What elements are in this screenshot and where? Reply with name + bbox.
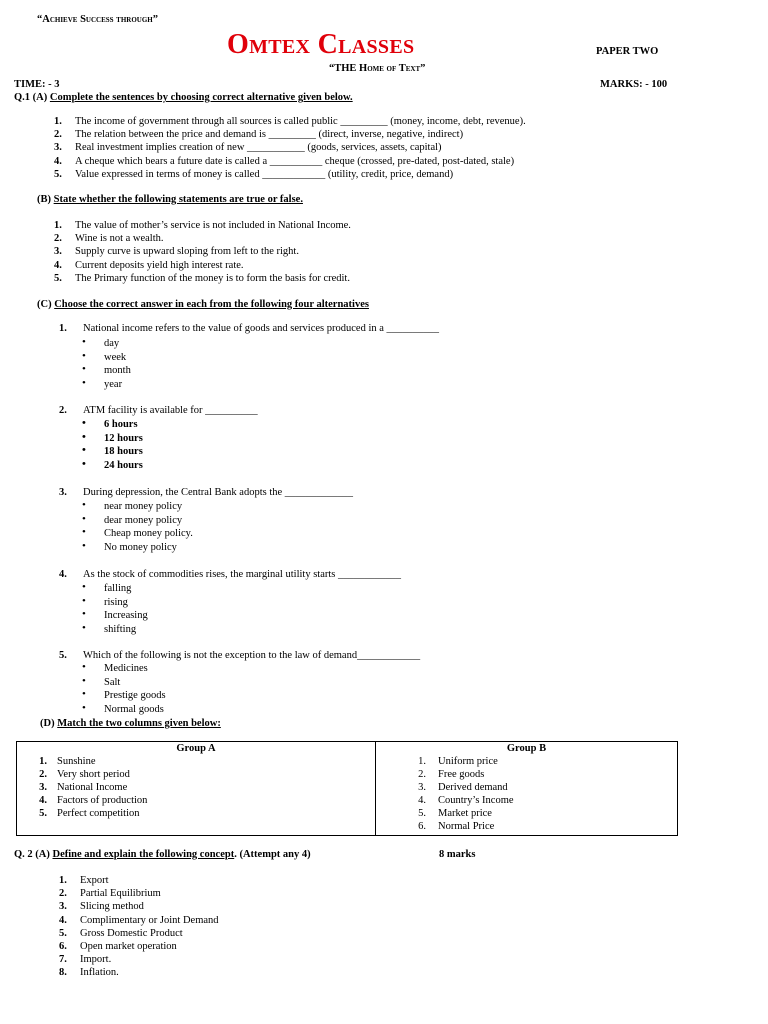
q1c-instruction: Choose the correct answer in each from the following four alternatives: [54, 299, 369, 310]
q1b-label: (B): [37, 194, 51, 205]
q2a-list: [59, 874, 459, 980]
table-row: 3. National Income: [39, 782, 128, 794]
table-row: 5. Perfect competition: [39, 808, 140, 820]
time-label: TIME: - 3: [14, 79, 60, 90]
group-b-header: Group B: [376, 742, 678, 756]
table-row: 1. Sunshine: [39, 756, 96, 768]
q1b-list: [54, 219, 694, 285]
list-item: 5. Gross Domestic Product: [59, 927, 183, 939]
list-item: 4. A cheque which bears a future date is called a __________ cheque (crossed, pre-dated, post-dated, stale): [54, 155, 515, 167]
table-row: 2. Free goods: [418, 769, 485, 781]
q1a-heading: [14, 91, 353, 104]
group-a-column: [17, 755, 376, 836]
list-item: 5. The Primary function of the money is to form the basis for credit.: [54, 272, 350, 284]
q2a-label: Q. 2 (A): [14, 849, 50, 860]
mcq-question: 3. During depression, the Central Bank adopts the _____________: [59, 487, 354, 498]
q2a-suffix: . (Attempt any 4): [234, 849, 311, 860]
list-item: 2. Wine is not a wealth.: [54, 233, 164, 245]
table-row: 6. Normal Price: [418, 821, 495, 833]
q2a-heading: [14, 848, 311, 861]
table-row: 2. Very short period: [39, 769, 130, 781]
q1c-label: (C): [37, 299, 52, 310]
q1a-list: [54, 115, 694, 181]
header-subtitle: “THE Home of Text”: [329, 63, 426, 74]
q2a-instruction: Define and explain the following concept: [52, 849, 235, 860]
match-table: [16, 741, 678, 836]
list-item: 2. Partial Equilibrium: [59, 888, 161, 900]
table-row: 4. Factors of production: [39, 795, 148, 807]
group-a-header: Group A: [176, 743, 216, 754]
list-item: 4. Current deposits yield high interest rate.: [54, 259, 244, 271]
q1a-label: Q.1 (A): [14, 92, 48, 103]
list-item: 3. Supply curve is upward sloping from left to the right.: [54, 246, 299, 258]
table-row: 3. Derived demand: [418, 782, 508, 794]
group-b-column: [376, 755, 678, 836]
list-item: 3. Real investment implies creation of new ___________ (goods, services, assets, capital): [54, 142, 442, 154]
q1a-instruction: Complete the sentences by choosing correct alternative given below.: [49, 92, 353, 103]
list-item: 8. Inflation.: [59, 967, 119, 979]
mcq-question: 4. As the stock of commodities rises, the marginal utility starts ____________: [59, 569, 401, 580]
q2a-marks: 8 marks: [439, 849, 476, 860]
q1d-instruction: Match the two columns given below:: [57, 718, 221, 729]
list-item: 1. Export: [59, 875, 109, 886]
mcq-question: 1. National income refers to the value of goods and services produced in a __________: [59, 323, 440, 334]
mcq-question: 2. ATM facility is available for __________: [59, 405, 258, 416]
table-row: 1. Uniform price: [418, 756, 498, 768]
list-item: 1. The value of mother’s service is not included in National Income.: [54, 220, 351, 231]
q1d-label: (D): [40, 718, 55, 729]
list-item: 6. Open market operation: [59, 940, 177, 952]
list-item: 2. The relation between the price and demand is _________ (direct, inverse, negative, indirect): [54, 129, 464, 141]
list-item: 1. The income of government through all sources is called public _________ (money, income, debt, revenue).: [54, 116, 526, 127]
header-tagline: “Achieve Success through”: [37, 14, 158, 25]
table-row: 4. Country’s Income: [418, 795, 514, 807]
q1b-instruction: State whether the following statements are true or false.: [53, 194, 303, 205]
q1d-heading: [40, 717, 221, 730]
q1b-heading: [37, 193, 303, 206]
q1c-heading: [37, 298, 369, 311]
paper-label: PAPER TWO: [596, 46, 659, 57]
mcq-question: 5. Which of the following is not the exception to the law of demand____________: [59, 650, 421, 661]
list-item: 4. Complimentary or Joint Demand: [59, 914, 219, 926]
list-item: 3. Slicing method: [59, 901, 144, 913]
table-row: 5. Market price: [418, 808, 492, 820]
list-item: 7. Import.: [59, 954, 112, 966]
marks-label: MARKS: - 100: [600, 79, 668, 90]
page-title: Omtex Classes: [227, 29, 415, 60]
list-item: 5. Value expressed in terms of money is called ____________ (utility, credit, price, demand): [54, 168, 454, 180]
